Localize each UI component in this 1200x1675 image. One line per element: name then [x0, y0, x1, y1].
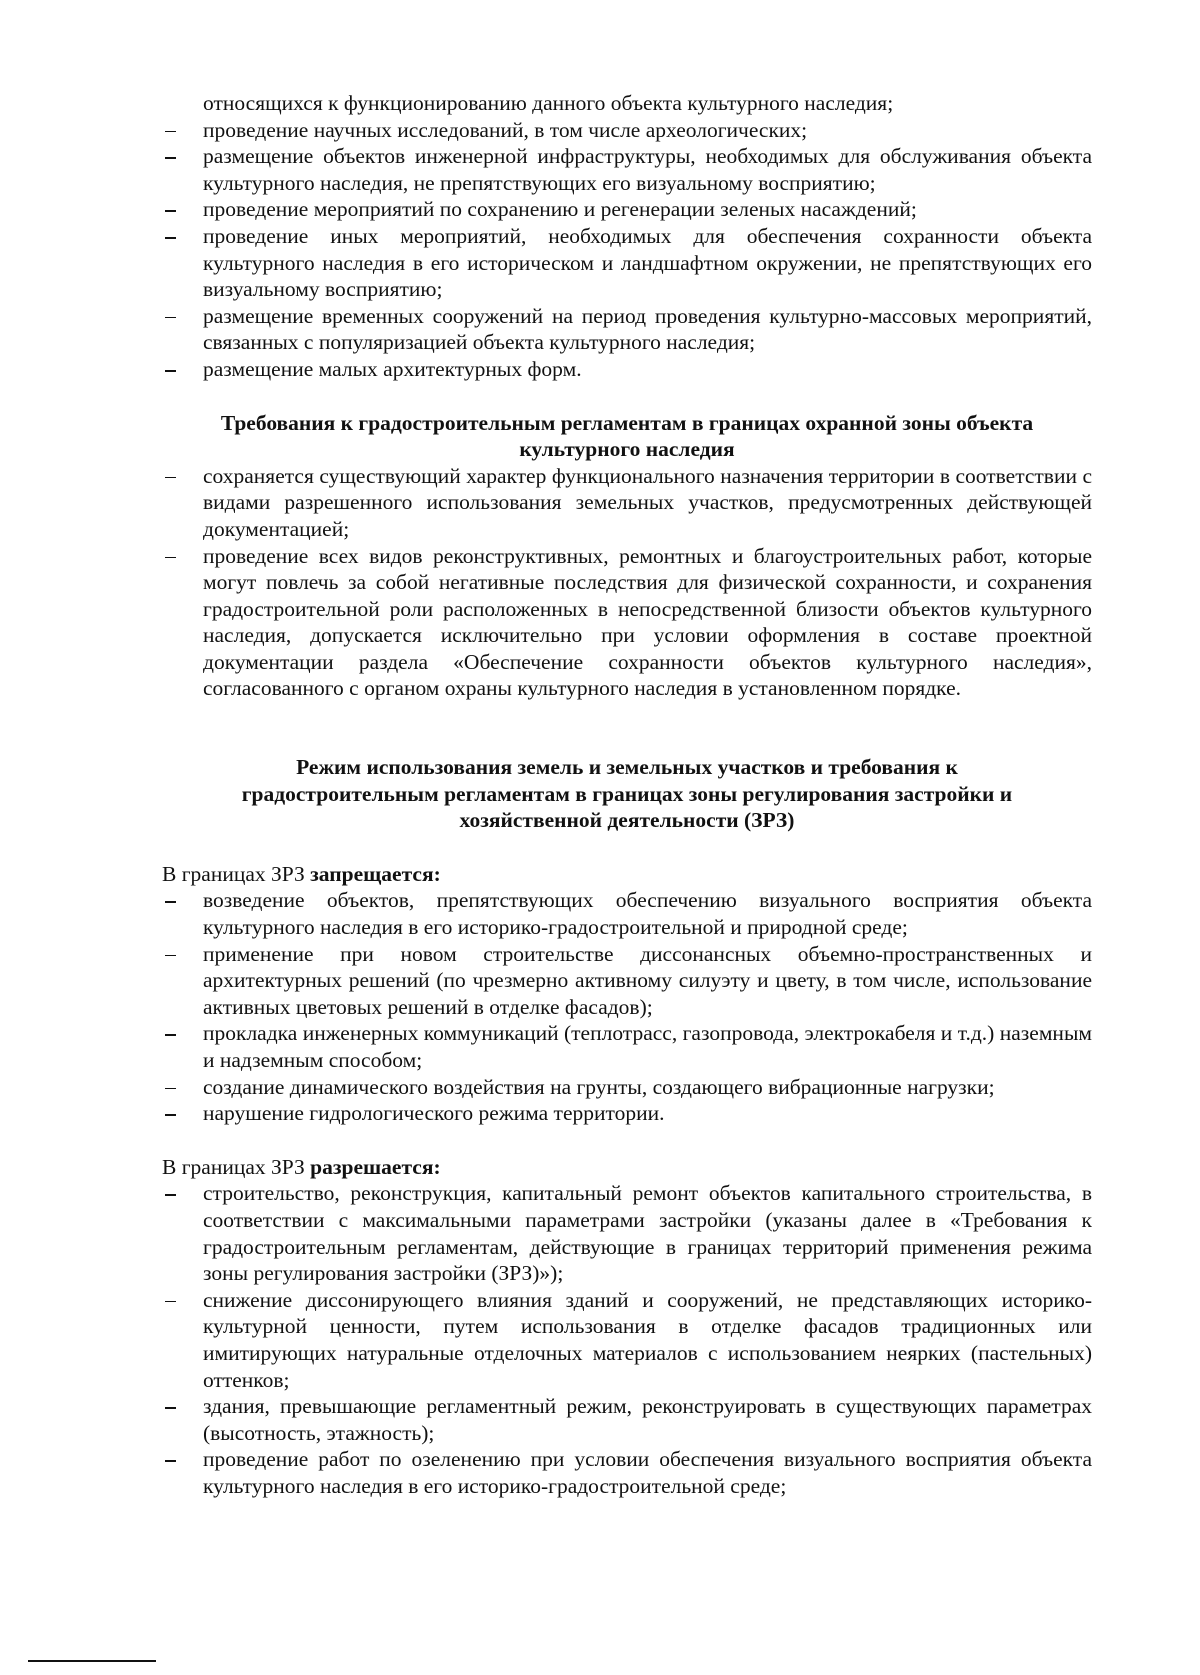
list-item: размещение временных сооружений на период проведения культурно-массовых мероприятий, связанных с популяризацией объекта культурного наследия; — [203, 303, 1092, 355]
list-item: проведение всех видов реконструктивных, ремонтных и благоустроительных работ, которые могут повлечь за собой негативные последствия для физической сохранности, и сохранения градостроительной роли расположенных в непосредственной близости объектов культурного наследия, допускается исключительно при условии оформления в составе проектной документации раздела «Обеспечение сохранности объектов культурного наследия», согласованного с органом охраны культурного наследия в установленном порядке. — [203, 543, 1092, 701]
footnote-separator — [28, 1660, 156, 1662]
continued-text: относящихся к функционированию данного объекта культурного наследия; — [203, 91, 894, 115]
prohibited-list — [162, 887, 1092, 1126]
prohibited-emphasis: запрещается: — [310, 861, 441, 886]
heading-line: хозяйственной деятельности (ЗРЗ) — [459, 808, 795, 833]
list-item: прокладка инженерных коммуникаций (теплотрасс, газопровода, электрокабеля и т.д.) наземным и надземным способом; — [203, 1021, 1092, 1072]
section-heading-protection-zone — [162, 410, 1092, 463]
list-item: проведение работ по озеленению при условии обеспечения визуального восприятия объекта культурного наследия в его историко-градостроительной среде; — [203, 1447, 1092, 1498]
list-item: сохраняется существующий характер функционального назначения территории в соответствии с видами разрешенного использования земельных участков, предусмотренных действующей документацией; — [203, 463, 1092, 541]
list-item: нарушение гидрологического режима территории. — [203, 1101, 665, 1126]
list-item: проведение научных исследований, в том числе археологических; — [203, 117, 808, 142]
protection-zone-requirements-list — [162, 463, 1092, 702]
list-item: проведение мероприятий по сохранению и регенерации зеленых насаждений; — [203, 197, 917, 222]
list-item: снижение диссонирующего влияния зданий и сооружений, не представляющих историко-культурной ценности, путем использования в отделке фасадов традиционных или имитирующих натуральные отделочных материалов с использованием неярких (пастельных) оттенков; — [203, 1287, 1092, 1392]
prohibited-intro: В границах ЗРЗ запрещается: — [162, 861, 441, 886]
allowed-intro: В границах ЗРЗ разрешается: — [162, 1154, 441, 1179]
list-item: проведение иных мероприятий, необходимых для обеспечения сохранности объекта культурного наследия в его историческом и ландшафтном окружении, не препятствующих его визуальному восприятию; — [203, 223, 1092, 302]
section-heading-zrz — [162, 754, 1092, 834]
list-item: создание динамического воздействия на грунты, создающего вибрационные нагрузки; — [203, 1074, 995, 1099]
list-item: строительство, реконструкция, капитальный ремонт объектов капитального строительства, в соответствии с максимальными параметрами застройки (указаны далее в «Требования к градостроительным регламентам, действующие в границах территорий применения режима зоны регулирования застройки (ЗРЗ)»); — [203, 1181, 1092, 1286]
list-item: размещение малых архитектурных форм. — [203, 356, 582, 381]
document-body — [162, 90, 1092, 1500]
heading-line: Режим использования земель и земельных участков и требования к — [296, 755, 958, 780]
heading-line: культурного наследия — [519, 437, 735, 462]
permitted-activities-list — [162, 117, 1092, 383]
list-item: возведение объектов, препятствующих обеспечению визуального восприятия объекта культурного наследия в его историко-градостроительной и природной среде; — [203, 888, 1092, 940]
heading-line: градостроительным регламентам в границах зоны регулирования застройки и — [241, 781, 1013, 806]
allowed-list — [162, 1180, 1092, 1499]
list-item: здания, превышающие регламентный режим, реконструировать в существующих параметрах (высотность, этажность); — [203, 1394, 1092, 1445]
list-item: размещение объектов инженерной инфраструктуры, необходимых для обслуживания объекта культурного наследия, не препятствующих его визуальному восприятию; — [203, 144, 1092, 195]
heading-line: Требования к градостроительным регламентам в границах охранной зоны объекта — [220, 410, 1034, 435]
list-item: применение при новом строительстве диссонансных объемно-пространственных и архитектурных решений (по чрезмерно активному силуэту и цвету, в том числе, использование активных цветовых решений в отделке фасадов); — [203, 941, 1092, 1019]
allowed-emphasis: разрешается: — [310, 1154, 441, 1179]
